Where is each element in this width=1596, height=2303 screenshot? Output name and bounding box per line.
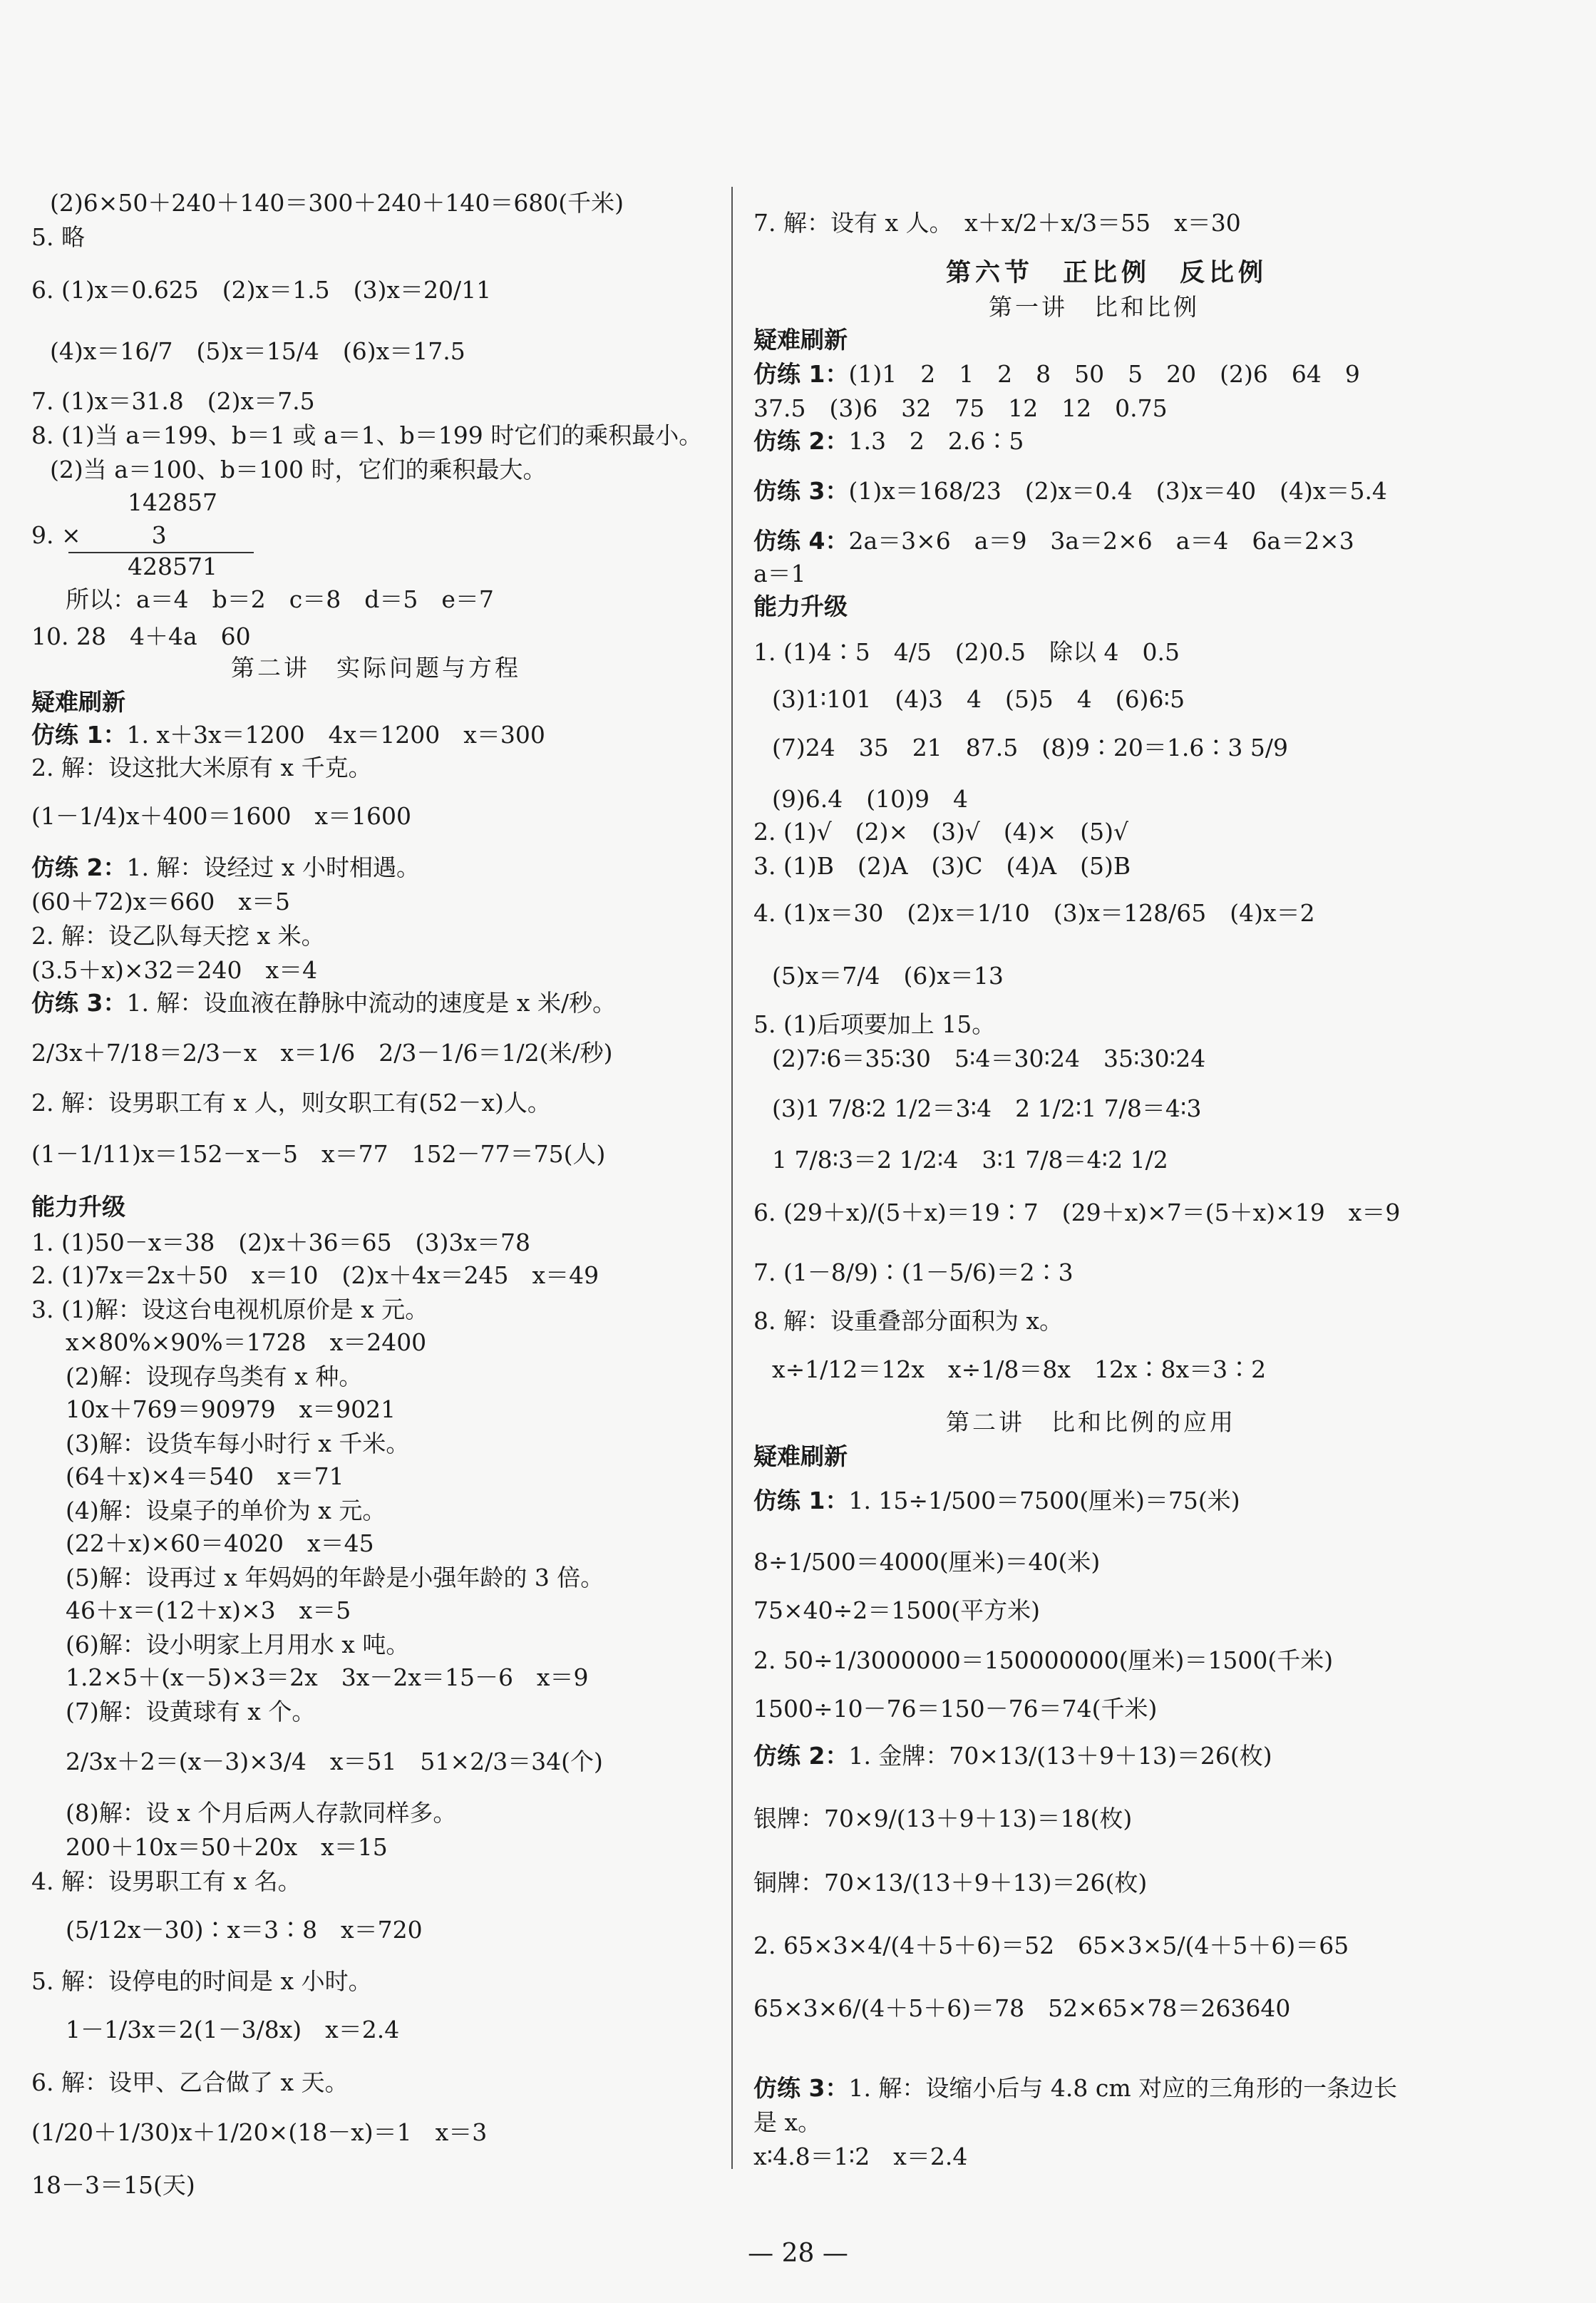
left-line: 2. 解：设男职工有 x 人，则女职工有(52－x)人。 bbox=[31, 1089, 551, 1117]
lesson-heading: 第一讲 比和比例 bbox=[989, 293, 1200, 321]
left-line: 所以：a＝4 b＝2 c＝8 d＝5 e＝7 bbox=[66, 585, 494, 613]
left-line: (3)解：设货车每小时行 x 千米。 bbox=[66, 1430, 410, 1457]
left-line: 7. (1)x＝31.8 (2)x＝7.5 bbox=[31, 387, 315, 415]
left-line: 6. (1)x＝0.625 (2)x＝1.5 (3)x＝20/11 bbox=[31, 276, 492, 304]
section-heading: 能力升级 bbox=[31, 1193, 125, 1221]
left-line: 2/3x＋2＝(x－3)×3/4 x＝51 51×2/3＝34(个) bbox=[66, 1748, 603, 1775]
practice-label: 仿练 3： bbox=[753, 2074, 849, 2102]
left-line: (2)当 a＝100、b＝100 时，它们的乘积最大。 bbox=[50, 456, 547, 483]
right-line: 2. (1)√ (2)× (3)√ (4)× (5)√ bbox=[753, 818, 1129, 846]
right-line: x÷1/12＝12x x÷1/8＝8x 12x∶8x＝3∶2 bbox=[772, 1355, 1267, 1383]
left-line: 2. (1)7x＝2x＋50 x＝10 (2)x＋4x＝245 x＝49 bbox=[31, 1261, 599, 1289]
chapter-heading: 第六节 正比例 反比例 bbox=[946, 259, 1268, 287]
right-line: 1 7/8∶3＝2 1/2∶4 3∶1 7/8＝4∶2 1/2 bbox=[772, 1146, 1168, 1174]
right-line: 仿练 4：2a＝3×6 a＝9 3a＝2×6 a＝4 6a＝2×3 bbox=[753, 527, 1354, 555]
left-line: 仿练 3：1. 解：设血液在静脉中流动的速度是 x 米/秒。 bbox=[31, 989, 617, 1017]
left-line: 1. (1)50－x＝38 (2)x＋36＝65 (3)3x＝78 bbox=[31, 1229, 530, 1256]
left-line: 8. (1)当 a＝199、b＝1 或 a＝1、b＝199 时它们的乘积最小。 bbox=[31, 421, 703, 449]
right-line: 8÷1/500＝4000(厘米)＝40(米) bbox=[753, 1548, 1101, 1576]
left-line: 5. 略 bbox=[31, 223, 85, 251]
left-line: (4)x＝16/7 (5)x＝15/4 (6)x＝17.5 bbox=[50, 337, 465, 365]
right-line: 1. (1)4∶5 4/5 (2)0.5 除以 4 0.5 bbox=[753, 638, 1180, 666]
practice-label: 仿练 1： bbox=[753, 360, 849, 388]
left-line: 2/3x＋7/18＝2/3－x x＝1/6 2/3－1/6＝1/2(米/秒) bbox=[31, 1039, 613, 1067]
left-line: 3. (1)解：设这台电视机原价是 x 元。 bbox=[31, 1296, 429, 1323]
section-heading: 疑难刷新 bbox=[31, 688, 125, 716]
right-line: 是 x。 bbox=[753, 2108, 822, 2136]
right-line: 仿练 2：1. 金牌：70×13/(13＋9＋13)＝26(枚) bbox=[753, 1742, 1272, 1770]
right-line: 7. (1－8/9)∶(1－5/6)＝2∶3 bbox=[753, 1258, 1074, 1286]
right-line: 银牌：70×9/(13＋9＋13)＝18(枚) bbox=[753, 1805, 1133, 1832]
left-line: (2)解：设现存鸟类有 x 种。 bbox=[66, 1363, 363, 1390]
left-line: 6. 解：设甲、乙合做了 x 天。 bbox=[31, 2068, 349, 2096]
left-line: (5/12x－30)∶x＝3∶8 x＝720 bbox=[66, 1916, 423, 1944]
right-line: (3)1 7/8∶2 1/2＝3∶4 2 1/2∶1 7/8＝4∶3 bbox=[772, 1094, 1202, 1122]
left-line: 2. 解：设乙队每天挖 x 米。 bbox=[31, 922, 325, 950]
left-line: 5. 解：设停电的时间是 x 小时。 bbox=[31, 1967, 372, 1995]
practice-label: 仿练 4： bbox=[753, 527, 849, 555]
right-line: (5)x＝7/4 (6)x＝13 bbox=[772, 962, 1004, 990]
left-line: (4)解：设桌子的单价为 x 元。 bbox=[66, 1497, 386, 1524]
right-line: 铜牌：70×13/(13＋9＋13)＝26(枚) bbox=[753, 1869, 1148, 1897]
right-line: 3. (1)B (2)A (3)C (4)A (5)B bbox=[753, 852, 1131, 880]
right-line: 8. 解：设重叠部分面积为 x。 bbox=[753, 1307, 1064, 1335]
practice-label: 仿练 1： bbox=[753, 1487, 849, 1514]
left-line: 1－1/3x＝2(1－3/8x) x＝2.4 bbox=[66, 2016, 400, 2043]
section-heading: 能力升级 bbox=[753, 593, 848, 620]
right-line: 65×3×6/(4＋5＋6)＝78 52×65×78＝263640 bbox=[753, 1994, 1291, 2022]
practice-label: 仿练 2： bbox=[31, 853, 127, 881]
left-line: 142857 bbox=[128, 488, 217, 516]
right-line: a＝1 bbox=[753, 560, 806, 588]
practice-label: 仿练 3： bbox=[753, 477, 849, 505]
right-line: (7)24 35 21 87.5 (8)9∶20＝1.6∶3 5/9 bbox=[772, 734, 1289, 761]
right-line: 仿练 1：1. 15÷1/500＝7500(厘米)＝75(米) bbox=[753, 1487, 1240, 1514]
right-line: 1500÷10－76＝150－76＝74(千米) bbox=[753, 1695, 1158, 1723]
left-line: 200＋10x＝50＋20x x＝15 bbox=[66, 1833, 388, 1861]
right-line: (9)6.4 (10)9 4 bbox=[772, 785, 968, 813]
right-line: (2)7∶6＝35∶30 5∶4＝30∶24 35∶30∶24 bbox=[772, 1045, 1206, 1072]
right-line: 仿练 1：(1)1 2 1 2 8 50 5 20 (2)6 64 9 bbox=[753, 360, 1360, 388]
left-line: (22＋x)×60＝4020 x＝45 bbox=[66, 1529, 374, 1557]
right-line: 6. (29＋x)/(5＋x)＝19∶7 (29＋x)×7＝(5＋x)×19 x＝9 bbox=[753, 1199, 1401, 1226]
left-line: (7)解：设黄球有 x 个。 bbox=[66, 1698, 316, 1725]
right-line: 7. 解：设有 x 人。 x＋x/2＋x/3＝55 x＝30 bbox=[753, 209, 1241, 237]
left-line: 18－3＝15(天) bbox=[31, 2171, 195, 2199]
right-line: 37.5 (3)6 32 75 12 12 0.75 bbox=[753, 394, 1168, 422]
practice-label: 仿练 2： bbox=[753, 427, 849, 455]
lesson-heading: 第二讲 比和比例的应用 bbox=[946, 1408, 1236, 1436]
left-line: 46＋x＝(12＋x)×3 x＝5 bbox=[66, 1596, 351, 1624]
right-line: 2. 50÷1/3000000＝150000000(厘米)＝1500(千米) bbox=[753, 1646, 1334, 1674]
left-line: 2. 解：设这批大米原有 x 千克。 bbox=[31, 754, 372, 781]
lesson-heading: 第二讲 实际问题与方程 bbox=[231, 654, 521, 682]
left-line: 10x＋769＝90979 x＝9021 bbox=[66, 1395, 396, 1423]
right-line: 仿练 3：(1)x＝168/23 (2)x＝0.4 (3)x＝40 (4)x＝5.4 bbox=[753, 477, 1387, 505]
right-line: 4. (1)x＝30 (2)x＝1/10 (3)x＝128/65 (4)x＝2 bbox=[753, 899, 1315, 927]
left-line: 9. × 3 bbox=[31, 521, 167, 549]
page-number: — 28 — bbox=[748, 2239, 848, 2268]
left-line: 10. 28 4＋4a 60 bbox=[31, 622, 251, 650]
left-line: (6)解：设小明家上月用水 x 吨。 bbox=[66, 1631, 410, 1658]
left-line: (60＋72)x＝660 x＝5 bbox=[31, 888, 290, 915]
right-line: 75×40÷2＝1500(平方米) bbox=[753, 1596, 1041, 1624]
practice-label: 仿练 2： bbox=[753, 1742, 849, 1770]
right-line: x∶4.8＝1∶2 x＝2.4 bbox=[753, 2143, 968, 2170]
left-line: (1－1/4)x＋400＝1600 x＝1600 bbox=[31, 802, 412, 830]
right-line: (3)1∶101 (4)3 4 (5)5 4 (6)6∶5 bbox=[772, 685, 1185, 713]
left-line: (8)解：设 x 个月后两人存款同样多。 bbox=[66, 1799, 457, 1827]
section-heading: 疑难刷新 bbox=[753, 326, 848, 354]
right-line: 仿练 2：1.3 2 2.6∶5 bbox=[753, 427, 1024, 455]
left-line: 4. 解：设男职工有 x 名。 bbox=[31, 1867, 302, 1895]
left-line: 1.2×5＋(x－5)×3＝2x 3x－2x＝15－6 x＝9 bbox=[66, 1663, 589, 1691]
left-line: (3.5＋x)×32＝240 x＝4 bbox=[31, 956, 318, 984]
right-line: 5. (1)后项要加上 15。 bbox=[753, 1010, 996, 1038]
left-line: 仿练 2：1. 解：设经过 x 小时相遇。 bbox=[31, 853, 421, 881]
left-line: x×80%×90%＝1728 x＝2400 bbox=[66, 1328, 427, 1356]
left-line: (1－1/11)x＝152－x－5 x＝77 152－77＝75(人) bbox=[31, 1140, 606, 1168]
practice-label: 仿练 1： bbox=[31, 721, 127, 749]
section-heading: 疑难刷新 bbox=[753, 1442, 848, 1470]
left-line: (5)解：设再过 x 年妈妈的年龄是小强年龄的 3 倍。 bbox=[66, 1564, 604, 1591]
left-line: (2)6×50＋240＋140＝300＋240＋140＝680(千米) bbox=[50, 189, 624, 217]
right-line: 仿练 3：1. 解：设缩小后与 4.8 cm 对应的三角形的一条边长 bbox=[753, 2074, 1398, 2102]
practice-label: 仿练 3： bbox=[31, 989, 127, 1017]
left-line: (1/20＋1/30)x＋1/20×(18－x)＝1 x＝3 bbox=[31, 2118, 488, 2146]
left-line: 428571 bbox=[128, 553, 217, 580]
left-line: 仿练 1：1. x＋3x＝1200 4x＝1200 x＝300 bbox=[31, 721, 545, 749]
left-line: (64＋x)×4＝540 x＝71 bbox=[66, 1462, 344, 1490]
column-divider bbox=[731, 187, 733, 2169]
right-line: 2. 65×3×4/(4＋5＋6)＝52 65×3×5/(4＋5＋6)＝65 bbox=[753, 1932, 1349, 1959]
